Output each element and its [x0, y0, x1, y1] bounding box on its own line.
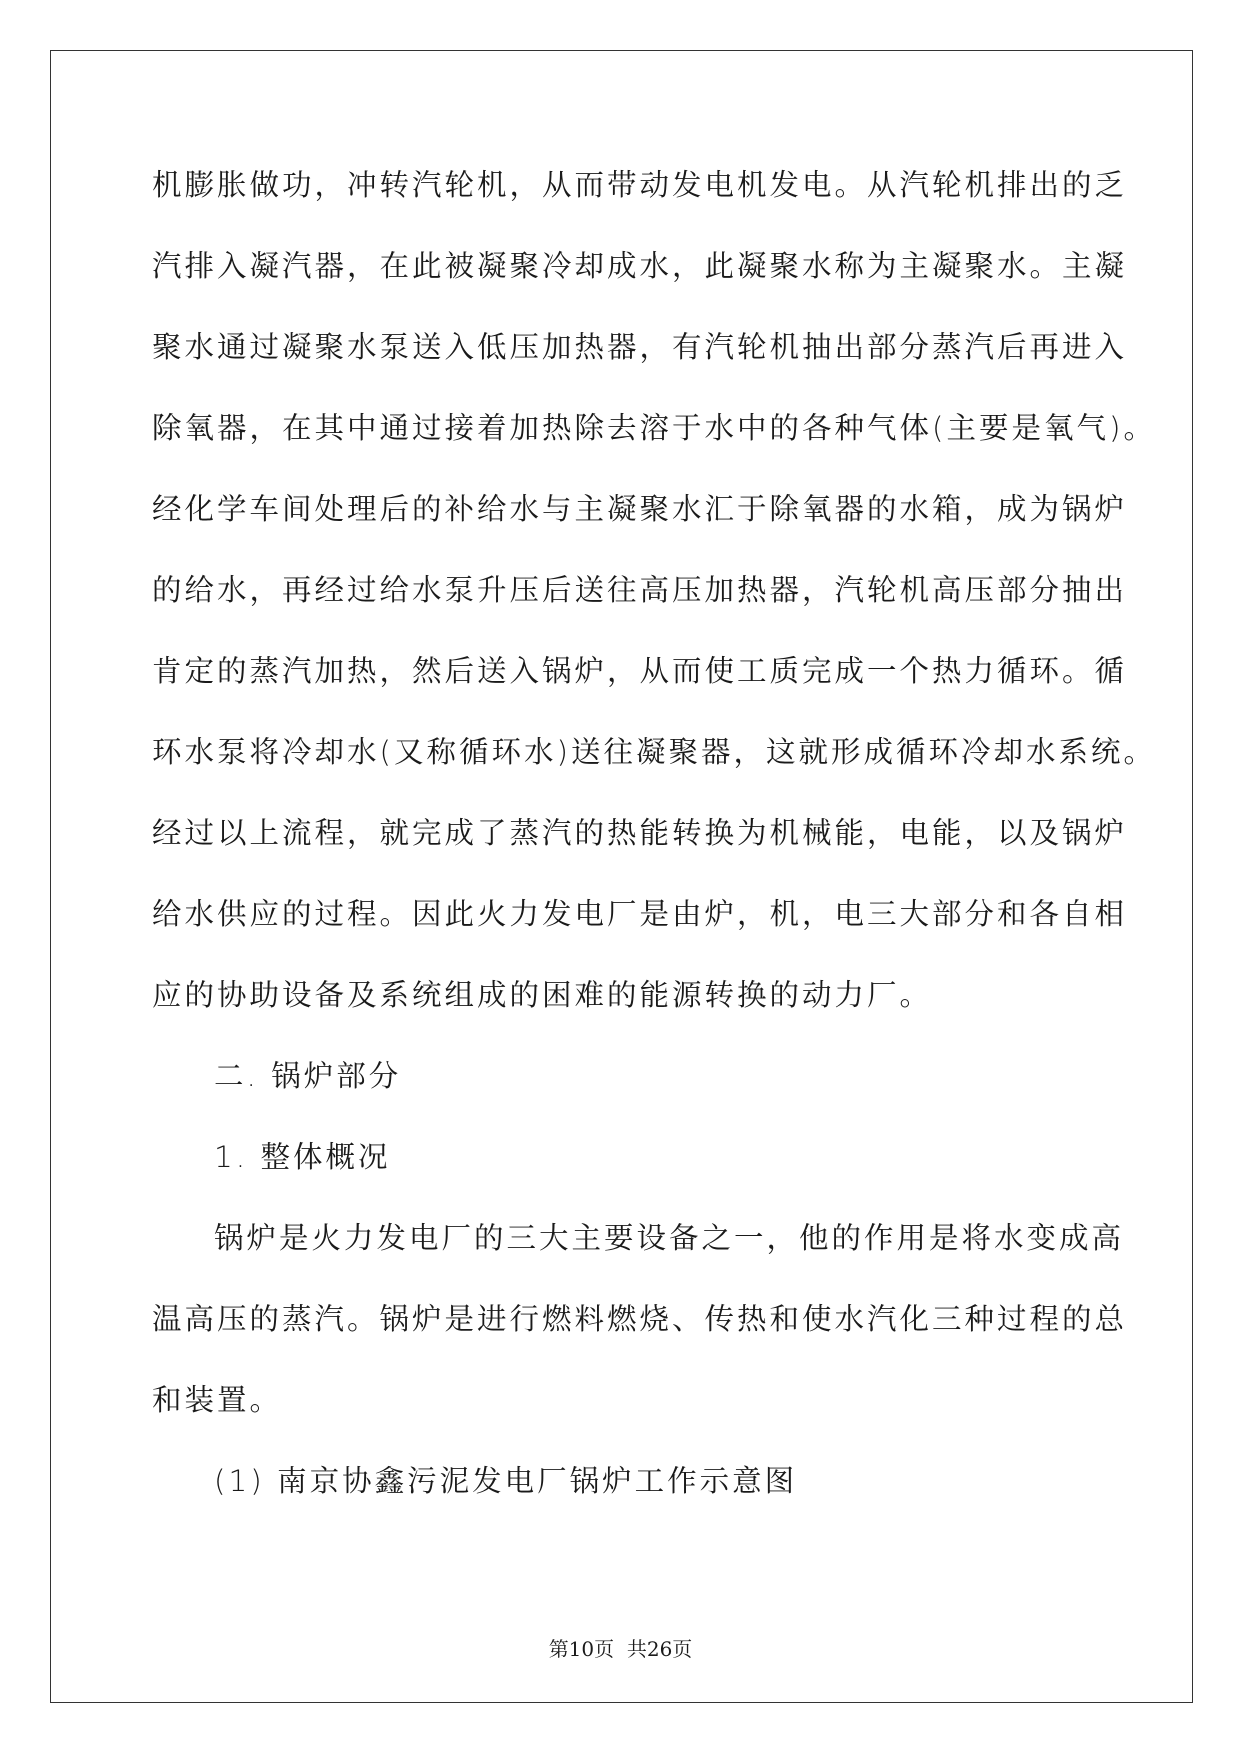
text-line: 经化学车间处理后的补给水与主凝聚水汇于除氧器的水箱，成为锅炉 [152, 492, 1128, 526]
text-line: 给水供应的过程。因此火力发电厂是由炉，机，电三大部分和各自相 [152, 897, 1128, 931]
paragraph-line: 和装置。 [152, 1383, 283, 1417]
text-line: 环水泵将冷却水(又称循环水)送往凝聚器，这就形成循环冷却水系统。 [152, 735, 1157, 769]
section-heading: 二. 锅炉部分 [214, 1059, 402, 1093]
text-line: 肯定的蒸汽加热，然后送入锅炉，从而使工质完成一个热力循环。循 [152, 654, 1128, 688]
text-line: 汽排入凝汽器，在此被凝聚冷却成水，此凝聚水称为主凝聚水。主凝 [152, 249, 1128, 283]
paragraph-line: 锅炉是火力发电厂的三大主要设备之一，他的作用是将水变成高 [214, 1221, 1125, 1255]
page-number: 第10页 共26页 [548, 1637, 693, 1661]
text-line: 除氧器，在其中通过接着加热除去溶于水中的各种气体(主要是氧气)。 [152, 411, 1157, 445]
figure-caption: (1) 南京协鑫污泥发电厂锅炉工作示意图 [214, 1464, 798, 1498]
subsection-heading: 1. 整体概况 [214, 1140, 391, 1174]
text-line: 应的协助设备及系统组成的困难的能源转换的动力厂。 [152, 978, 933, 1012]
text-line: 机膨胀做功，冲转汽轮机，从而带动发电机发电。从汽轮机排出的乏 [152, 168, 1128, 202]
text-line: 的给水，再经过给水泵升压后送往高压加热器，汽轮机高压部分抽出 [152, 573, 1128, 607]
document-body [152, 155, 1157, 1532]
page-footer [0, 1633, 1241, 1662]
text-line: 经过以上流程，就完成了蒸汽的热能转换为机械能，电能，以及锅炉 [152, 816, 1128, 850]
text-line: 聚水通过凝聚水泵送入低压加热器，有汽轮机抽出部分蒸汽后再进入 [152, 330, 1128, 364]
paragraph-line: 温高压的蒸汽。锅炉是进行燃料燃烧、传热和使水汽化三种过程的总 [152, 1302, 1128, 1336]
